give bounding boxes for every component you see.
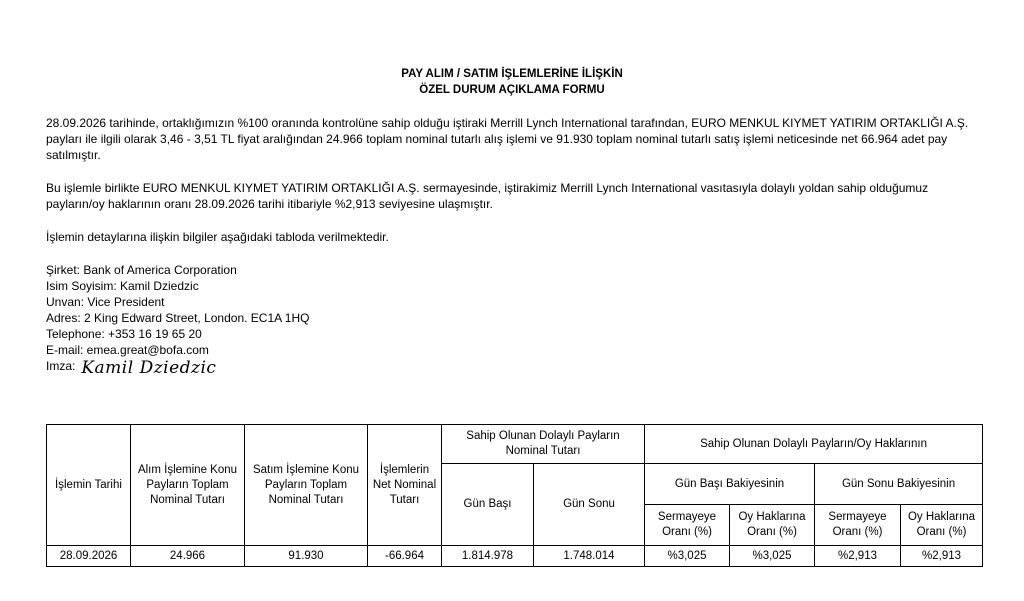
header-end-voting-ratio: Oy Haklarına Oranı (%) [901, 505, 983, 546]
header-indirect-rights: Sahip Olunan Dolaylı Payların/Oy Haklarının [645, 425, 983, 464]
form-title [0, 66, 1024, 98]
signature: Kamil Dziedzic [81, 358, 217, 378]
header-net-nominal: İşlemlerin Net Nominal Tutarı [368, 425, 442, 546]
header-start-balance: Gün Başı Bakiyesinin [645, 464, 815, 505]
email-line: E-mail: emea.great@bofa.com [46, 343, 209, 357]
header-indirect-nominal: Sahip Olunan Dolaylı Payların Nominal Tutarı [442, 425, 645, 464]
cell-end-capital: %2,913 [815, 546, 901, 567]
cell-sell: 91.930 [245, 546, 368, 567]
table-row [47, 546, 983, 567]
paragraph-details: İşlemin detaylarına ilişkin bilgiler aşağıdaki tabloda verilmektedir. [46, 230, 389, 244]
header-day-end: Gün Sonu [534, 464, 645, 546]
header-sell-nominal: Satım İşlemine Konu Payların Toplam Nominal Tutarı [245, 425, 368, 546]
header-day-start: Gün Başı [442, 464, 534, 546]
telephone-line: Telephone: +353 16 19 65 20 [46, 327, 202, 341]
cell-day-end: 1.748.014 [534, 546, 645, 567]
address-line: Adres: 2 King Edward Street, London. EC1A 1HQ [46, 311, 310, 325]
name-line: Isim Soyisim: Kamil Dziedzic [46, 279, 199, 293]
header-date: İşlemin Tarihi [47, 425, 131, 546]
header-start-capital-ratio: Sermayeye Oranı (%) [645, 505, 730, 546]
header-buy-nominal: Alım İşlemine Konu Payların Toplam Nominal Tutarı [131, 425, 245, 546]
company-line: Şirket: Bank of America Corporation [46, 263, 237, 277]
title-line: Unvan: Vice President [46, 295, 165, 309]
signature-label: Imza: [46, 359, 76, 373]
paragraph-transaction: 28.09.2026 tarihinde, ortaklığımızın %100 oranında kontrolüne sahip olduğu iştiraki Merrill Lynch International tarafından, EURO MENKUL KIYMET YATIRIM ORTAKLIĞI A.Ş. payları ile ilgili olarak 3,46 - 3,51 TL fiyat aralığından 24.966 toplam nominal tutarlı alış işlemi ve 91.930 toplam nominal tutarlı satış işlemi neticesinde net 66.964 adet pay satılmıştır. [46, 116, 969, 162]
header-end-balance: Gün Sonu Bakiyesinin [815, 464, 983, 505]
cell-date: 28.09.2026 [47, 546, 131, 567]
title-line-1: PAY ALIM / SATIM İŞLEMLERİNE İLİŞKİN [401, 68, 623, 80]
title-line-2: ÖZEL DURUM AÇIKLAMA FORMU [419, 84, 605, 96]
header-end-capital-ratio: Sermayeye Oranı (%) [815, 505, 901, 546]
cell-start-capital: %3,025 [645, 546, 730, 567]
cell-end-voting: %2,913 [901, 546, 983, 567]
cell-net: -66.964 [368, 546, 442, 567]
cell-day-start: 1.814.978 [442, 546, 534, 567]
signature-row [46, 358, 309, 376]
header-start-voting-ratio: Oy Haklarına Oranı (%) [730, 505, 815, 546]
transaction-table [46, 424, 983, 567]
contact-block [46, 262, 309, 376]
paragraph-ratio: Bu işlemle birlikte EURO MENKUL KIYMET YATIRIM ORTAKLIĞI A.Ş. sermayesinde, iştirakimiz Merrill Lynch International vasıtasıyla dolaylı yoldan sahip olduğumuz payların/oy haklarının oranı 28.09.2026 tarihi itibariyle %2,913 seviyesine ulaşmıştır. [46, 181, 929, 211]
cell-start-voting: %3,025 [730, 546, 815, 567]
cell-buy: 24.966 [131, 546, 245, 567]
